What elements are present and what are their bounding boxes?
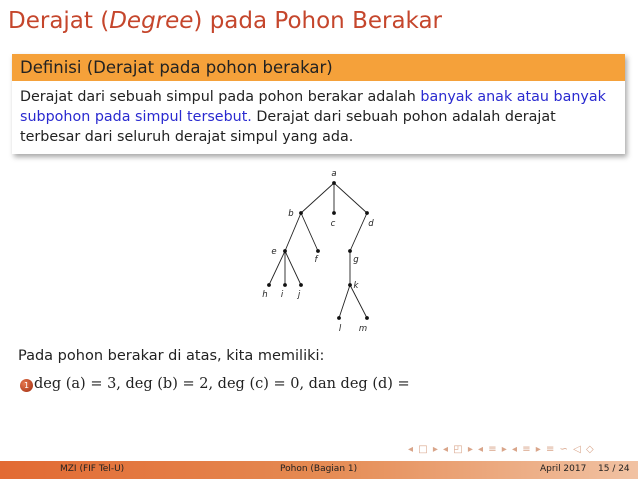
tree-node-label-h: h (262, 290, 268, 300)
list-bullet: 1 (20, 379, 33, 392)
tree-node-label-d: d (368, 219, 374, 229)
tree-edge-b-f (301, 213, 318, 251)
tree-edge-d-g (350, 213, 367, 251)
tree-node-g (348, 249, 352, 253)
tree-node-label-i: i (280, 290, 284, 300)
tree-node-label-m: m (358, 324, 368, 334)
tree-edge-a-d (334, 183, 367, 213)
tree-node-j (299, 283, 303, 287)
degree-list-item: deg (a) = 3, deg (b) = 2, deg (c) = 0, dan deg (d) = (34, 376, 410, 392)
tree-edge-k-l (339, 285, 350, 318)
tree-node-label-k: k (353, 281, 359, 291)
footer-author: MZI (FIF Tel-U) (60, 464, 125, 474)
tree-node-label-j: j (297, 290, 301, 300)
tree-node-label-a: a (331, 169, 337, 179)
tree-node-f (316, 249, 320, 253)
title-emphasis: Degree (109, 8, 194, 34)
footer-bar (0, 461, 638, 479)
tree-edge-a-b (301, 183, 334, 213)
tree-node-label-e: e (271, 247, 277, 257)
tree-node-c (332, 211, 336, 215)
definition-body: Derajat dari sebuah simpul pada pohon berakar adalah banyak anak atau banyak subpohon pada simpul tersebut. Derajat dari sebuah pohon adalah derajat terbesar dari seluruh derajat simpul yang ada. (20, 89, 606, 145)
tree-node-e (283, 249, 287, 253)
tree-node-h (267, 283, 271, 287)
footer-page: 15 / 24 (598, 464, 630, 474)
footer-date: April 2017 (540, 464, 587, 474)
tree-node-l (337, 316, 341, 320)
tree-edge-e-j (285, 251, 301, 285)
beamer-navigation[interactable]: ◂ □ ▸ ◂ ◰ ▸ ◂ ≡ ▸ ◂ ≡ ▸ ≡ ∽ ◁ ◇ (408, 444, 595, 455)
definition-heading: Definisi (Derajat pada pohon berakar) (12, 54, 625, 81)
tree-node-label-l: l (338, 324, 342, 334)
highlight-2: subpohon pada simpul tersebut. (20, 109, 252, 125)
highlight-1: banyak anak atau banyak (420, 89, 606, 105)
intro-text: Pada pohon berakar di atas, kita memiliki: (18, 348, 325, 364)
tree-node-b (299, 211, 303, 215)
tree-nodes (262, 169, 374, 334)
slide-title: Derajat (Degree) pada Pohon Berakar (8, 8, 443, 34)
tree-node-a (332, 181, 336, 185)
tree-node-label-g: g (353, 255, 359, 265)
footer-title: Pohon (Bagian 1) (280, 464, 358, 474)
tree-node-label-b: b (288, 209, 294, 219)
tree-node-m (365, 316, 369, 320)
tree-node-label-c: c (330, 219, 336, 229)
tree-node-k (348, 283, 352, 287)
tree-node-label-f: f (314, 255, 318, 265)
tree-node-d (365, 211, 369, 215)
tree-node-i (283, 283, 287, 287)
